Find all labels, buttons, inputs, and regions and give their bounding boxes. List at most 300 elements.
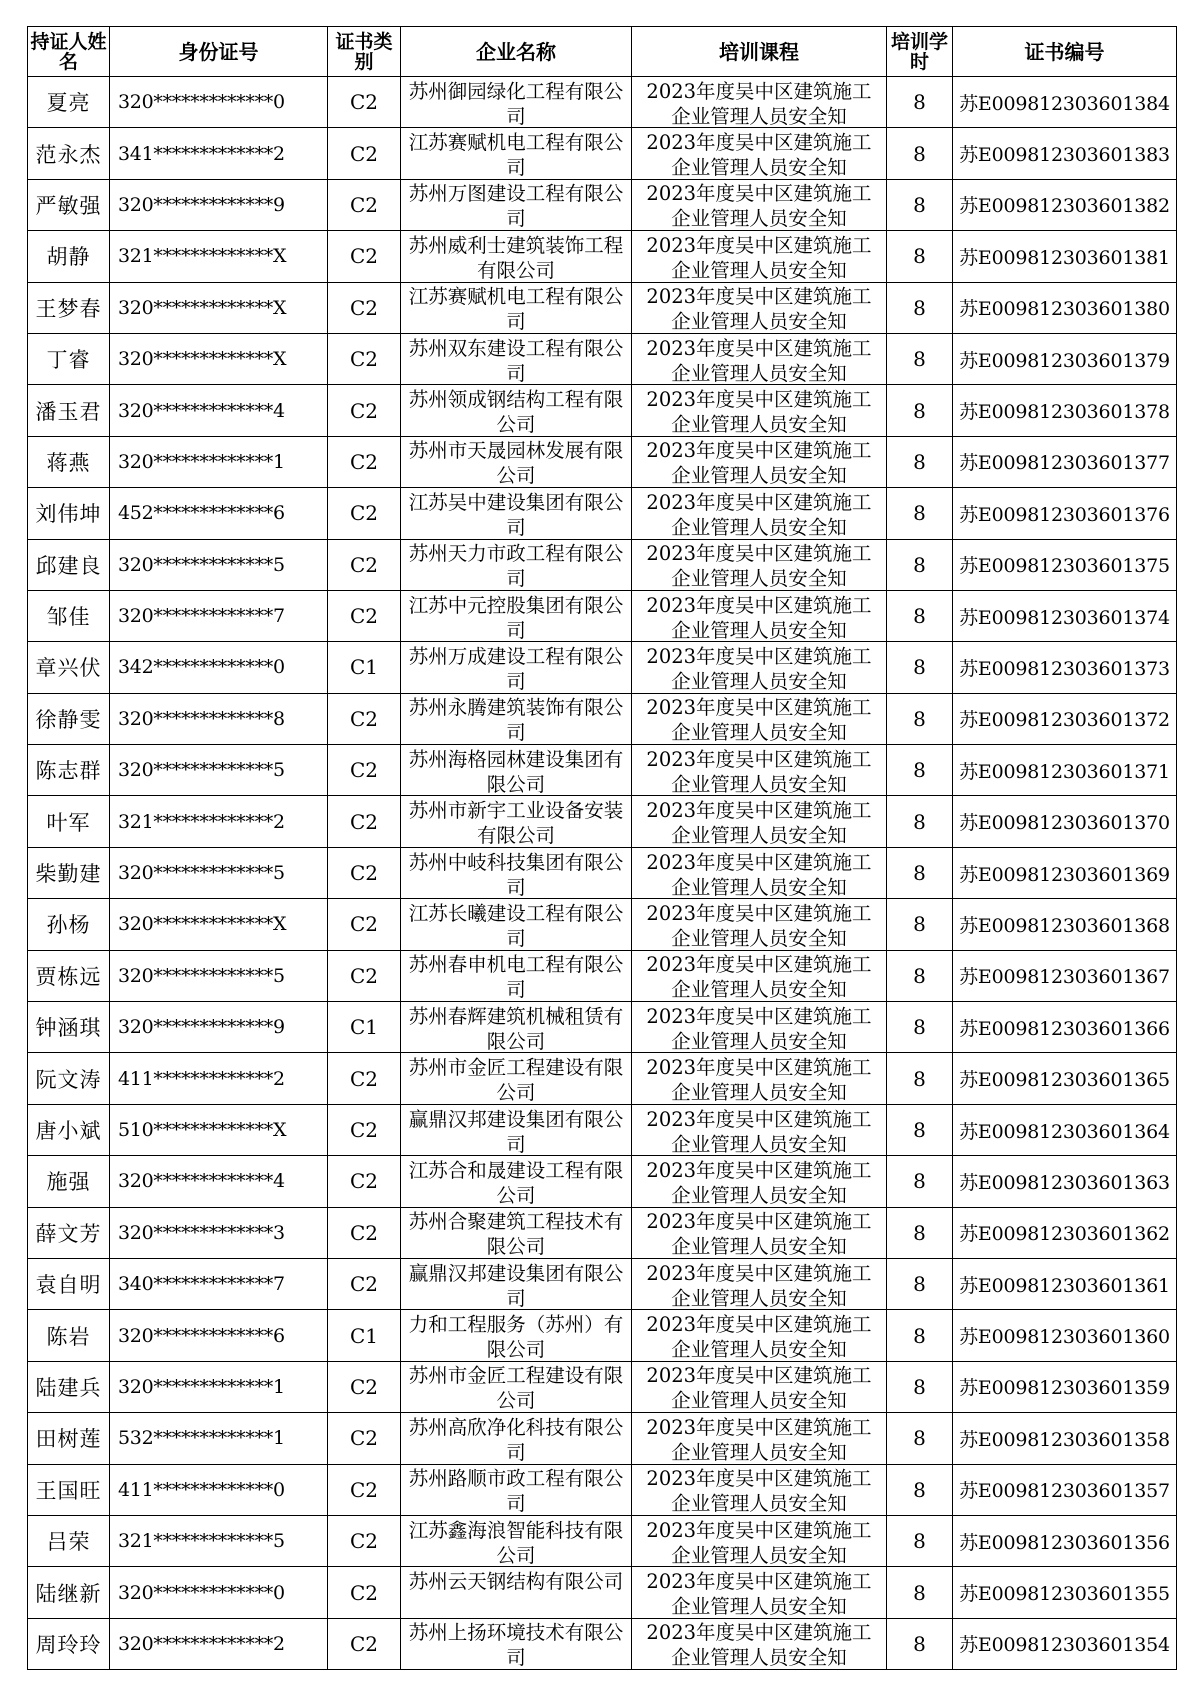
cell-company-text: 苏州市金匠工程建设有限公司 (408, 1364, 624, 1411)
cell-company-text: 赢鼎汉邦建设集团有限公司 (408, 1261, 624, 1308)
cell-course (632, 179, 887, 230)
cell-cert-no: 苏E009812303601364 (953, 1104, 1177, 1155)
cell-id-number: 321*************5 (110, 1515, 328, 1566)
cell-company-text: 苏州高欣净化科技有限公司 (408, 1415, 624, 1462)
cell-name: 严敏强 (28, 179, 110, 230)
cell-company-text: 江苏鑫海浪智能科技有限公司 (408, 1518, 624, 1565)
table-row (28, 179, 1177, 230)
cell-category: C2 (328, 539, 401, 590)
cell-company (401, 1464, 632, 1515)
cell-category: C2 (328, 590, 401, 641)
header-cert-no: 证书编号 (953, 27, 1177, 77)
table-row (28, 1413, 1177, 1464)
cell-course-text: 2023年度吴中区建筑施工企业管理人员安全知 (646, 901, 872, 948)
cell-course (632, 847, 887, 898)
table-row (28, 1618, 1177, 1669)
table-row (28, 899, 1177, 950)
cell-id-number: 320*************8 (110, 693, 328, 744)
cell-course (632, 950, 887, 1001)
table-row (28, 488, 1177, 539)
cell-course-text: 2023年度吴中区建筑施工企业管理人员安全知 (646, 593, 872, 640)
cell-company-text: 苏州天力市政工程有限公司 (408, 542, 624, 589)
cell-course (632, 1053, 887, 1104)
table-row (28, 1258, 1177, 1309)
cell-company (401, 128, 632, 179)
cell-course-text: 2023年度吴中区建筑施工企业管理人员安全知 (646, 1621, 872, 1668)
cell-name: 吕荣 (28, 1515, 110, 1566)
cell-category: C1 (328, 642, 401, 693)
cell-category: C2 (328, 796, 401, 847)
cell-course-text: 2023年度吴中区建筑施工企业管理人员安全知 (646, 233, 872, 280)
cell-course-text: 2023年度吴中区建筑施工企业管理人员安全知 (646, 1467, 872, 1514)
cell-hours: 8 (887, 1413, 953, 1464)
cell-category: C2 (328, 333, 401, 384)
cell-name: 丁睿 (28, 333, 110, 384)
cell-category: C2 (328, 950, 401, 1001)
cell-course (632, 1464, 887, 1515)
cell-course-text: 2023年度吴中区建筑施工企业管理人员安全知 (646, 850, 872, 897)
cell-course-text: 2023年度吴中区建筑施工企业管理人员安全知 (646, 1415, 872, 1462)
cell-course (632, 1567, 887, 1618)
cell-course (632, 1413, 887, 1464)
cell-company-text: 苏州威利士建筑装饰工程有限公司 (408, 233, 624, 280)
cell-company (401, 745, 632, 796)
cell-cert-no: 苏E009812303601371 (953, 745, 1177, 796)
cell-course-text: 2023年度吴中区建筑施工企业管理人员安全知 (646, 1313, 872, 1360)
cell-name: 范永杰 (28, 128, 110, 179)
cell-company-text: 苏州海格园林建设集团有限公司 (408, 747, 624, 794)
cell-company-text: 江苏合和晟建设工程有限公司 (408, 1158, 624, 1205)
cell-course (632, 128, 887, 179)
cell-category: C2 (328, 1618, 401, 1669)
cell-company (401, 179, 632, 230)
cell-company (401, 1207, 632, 1258)
cell-id-number: 320*************2 (110, 1618, 328, 1669)
cell-course (632, 899, 887, 950)
cell-course-text: 2023年度吴中区建筑施工企业管理人员安全知 (646, 388, 872, 435)
cell-hours: 8 (887, 1567, 953, 1618)
cell-cert-no: 苏E009812303601354 (953, 1618, 1177, 1669)
cell-name: 刘伟坤 (28, 488, 110, 539)
header-hours: 培训学时 (887, 27, 953, 77)
cell-company (401, 1567, 632, 1618)
cell-id-number: 320*************1 (110, 1361, 328, 1412)
cell-company-text: 苏州永腾建筑装饰有限公司 (408, 696, 624, 743)
cell-category: C2 (328, 1515, 401, 1566)
cell-category: C2 (328, 436, 401, 487)
cell-course (632, 642, 887, 693)
cell-name: 施强 (28, 1156, 110, 1207)
cell-cert-no: 苏E009812303601381 (953, 231, 1177, 282)
cell-company-text: 江苏赛赋机电工程有限公司 (408, 131, 624, 178)
cell-category: C2 (328, 693, 401, 744)
cell-course (632, 1104, 887, 1155)
cell-name: 胡静 (28, 231, 110, 282)
cell-course-text: 2023年度吴中区建筑施工企业管理人员安全知 (646, 799, 872, 846)
cell-id-number: 411*************0 (110, 1464, 328, 1515)
cell-course (632, 1515, 887, 1566)
table-header (28, 27, 1177, 77)
cell-cert-no: 苏E009812303601362 (953, 1207, 1177, 1258)
cell-name: 陈岩 (28, 1310, 110, 1361)
cell-name: 田树莲 (28, 1413, 110, 1464)
cell-company (401, 693, 632, 744)
cell-cert-no: 苏E009812303601376 (953, 488, 1177, 539)
table-row (28, 128, 1177, 179)
cell-course (632, 231, 887, 282)
cell-id-number: 340*************7 (110, 1258, 328, 1309)
cell-cert-no: 苏E009812303601360 (953, 1310, 1177, 1361)
cell-cert-no: 苏E009812303601380 (953, 282, 1177, 333)
cell-cert-no: 苏E009812303601369 (953, 847, 1177, 898)
cell-name: 唐小斌 (28, 1104, 110, 1155)
cell-hours: 8 (887, 642, 953, 693)
cell-company-text: 苏州春辉建筑机械租赁有限公司 (408, 1004, 624, 1051)
cell-company-text: 苏州领成钢结构工程有限公司 (408, 388, 624, 435)
table-row (28, 950, 1177, 1001)
cell-company (401, 1002, 632, 1053)
cell-course (632, 1156, 887, 1207)
cell-hours: 8 (887, 1207, 953, 1258)
cell-cert-no: 苏E009812303601358 (953, 1413, 1177, 1464)
cell-company (401, 1413, 632, 1464)
cell-hours: 8 (887, 1515, 953, 1566)
cell-cert-no: 苏E009812303601356 (953, 1515, 1177, 1566)
cell-hours: 8 (887, 282, 953, 333)
cell-id-number: 342*************0 (110, 642, 328, 693)
cell-company-text: 力和工程服务（苏州）有限公司 (408, 1313, 624, 1360)
cell-category: C2 (328, 231, 401, 282)
cell-id-number: 320*************5 (110, 950, 328, 1001)
cell-course-text: 2023年度吴中区建筑施工企业管理人员安全知 (646, 1364, 872, 1411)
cell-category: C2 (328, 1104, 401, 1155)
cell-company-text: 苏州市新宇工业设备安装有限公司 (408, 799, 624, 846)
cell-company (401, 488, 632, 539)
cell-company (401, 282, 632, 333)
cell-hours: 8 (887, 950, 953, 1001)
cell-name: 薛文芳 (28, 1207, 110, 1258)
cell-id-number: 320*************X (110, 282, 328, 333)
cell-cert-no: 苏E009812303601378 (953, 385, 1177, 436)
cell-hours: 8 (887, 1156, 953, 1207)
table-row (28, 642, 1177, 693)
cell-name: 陆建兵 (28, 1361, 110, 1412)
cell-course-text: 2023年度吴中区建筑施工企业管理人员安全知 (646, 1261, 872, 1308)
cell-name: 陈志群 (28, 745, 110, 796)
cell-name: 夏亮 (28, 77, 110, 128)
cell-company (401, 1515, 632, 1566)
cell-id-number: 341*************2 (110, 128, 328, 179)
table-row (28, 1464, 1177, 1515)
cell-category: C2 (328, 179, 401, 230)
cell-company (401, 590, 632, 641)
cell-company (401, 1053, 632, 1104)
cell-category: C2 (328, 1413, 401, 1464)
cell-company-text: 苏州万图建设工程有限公司 (408, 182, 624, 229)
cell-name: 邱建良 (28, 539, 110, 590)
table-row (28, 436, 1177, 487)
header-category: 证书类别 (328, 27, 401, 77)
cell-category: C2 (328, 1156, 401, 1207)
cell-category: C1 (328, 1002, 401, 1053)
cell-course-text: 2023年度吴中区建筑施工企业管理人员安全知 (646, 1570, 872, 1617)
cell-id-number: 320*************4 (110, 1156, 328, 1207)
table-row (28, 745, 1177, 796)
cell-category: C2 (328, 385, 401, 436)
table-row (28, 539, 1177, 590)
cell-course-text: 2023年度吴中区建筑施工企业管理人员安全知 (646, 182, 872, 229)
cell-id-number: 320*************5 (110, 745, 328, 796)
cell-hours: 8 (887, 1310, 953, 1361)
cell-id-number: 320*************3 (110, 1207, 328, 1258)
cell-category: C2 (328, 128, 401, 179)
cell-company (401, 847, 632, 898)
cell-hours: 8 (887, 488, 953, 539)
cell-company (401, 1618, 632, 1669)
cell-company-text: 江苏赛赋机电工程有限公司 (408, 285, 624, 332)
cell-course-text: 2023年度吴中区建筑施工企业管理人员安全知 (646, 131, 872, 178)
cell-company (401, 642, 632, 693)
cell-cert-no: 苏E009812303601361 (953, 1258, 1177, 1309)
cell-hours: 8 (887, 1053, 953, 1104)
cell-course-text: 2023年度吴中区建筑施工企业管理人员安全知 (646, 490, 872, 537)
cell-company-text: 江苏长曦建设工程有限公司 (408, 901, 624, 948)
table-row (28, 1002, 1177, 1053)
table-row (28, 1567, 1177, 1618)
table-row (28, 847, 1177, 898)
cell-hours: 8 (887, 539, 953, 590)
cell-company (401, 333, 632, 384)
cell-company (401, 436, 632, 487)
cell-name: 钟涵琪 (28, 1002, 110, 1053)
cell-company (401, 1310, 632, 1361)
cell-company (401, 539, 632, 590)
cell-category: C2 (328, 1053, 401, 1104)
cell-course-text: 2023年度吴中区建筑施工企业管理人员安全知 (646, 79, 872, 126)
cell-category: C2 (328, 282, 401, 333)
cell-cert-no: 苏E009812303601355 (953, 1567, 1177, 1618)
cell-company-text: 苏州双东建设工程有限公司 (408, 336, 624, 383)
cell-cert-no: 苏E009812303601379 (953, 333, 1177, 384)
table-row (28, 333, 1177, 384)
cell-id-number: 320*************5 (110, 539, 328, 590)
cell-cert-no: 苏E009812303601367 (953, 950, 1177, 1001)
cell-company-text: 苏州合聚建筑工程技术有限公司 (408, 1210, 624, 1257)
cell-name: 潘玉君 (28, 385, 110, 436)
cell-hours: 8 (887, 1361, 953, 1412)
table-body (28, 77, 1177, 1670)
cell-company (401, 1104, 632, 1155)
cell-category: C2 (328, 1258, 401, 1309)
cell-hours: 8 (887, 231, 953, 282)
cell-id-number: 321*************X (110, 231, 328, 282)
cell-hours: 8 (887, 333, 953, 384)
cell-id-number: 320*************X (110, 333, 328, 384)
certificate-table (27, 26, 1177, 1670)
cell-hours: 8 (887, 899, 953, 950)
cell-course (632, 796, 887, 847)
table-row (28, 282, 1177, 333)
cell-course-text: 2023年度吴中区建筑施工企业管理人员安全知 (646, 1518, 872, 1565)
table-row (28, 77, 1177, 128)
cell-id-number: 320*************6 (110, 1310, 328, 1361)
cell-company-text: 苏州路顺市政工程有限公司 (408, 1467, 624, 1514)
cell-name: 王梦春 (28, 282, 110, 333)
cell-category: C2 (328, 847, 401, 898)
cell-course-text: 2023年度吴中区建筑施工企业管理人员安全知 (646, 285, 872, 332)
cell-category: C2 (328, 899, 401, 950)
table-row (28, 1361, 1177, 1412)
cell-category: C2 (328, 488, 401, 539)
header-course: 培训课程 (632, 27, 887, 77)
cell-name: 阮文涛 (28, 1053, 110, 1104)
cell-course-text: 2023年度吴中区建筑施工企业管理人员安全知 (646, 696, 872, 743)
cell-course-text: 2023年度吴中区建筑施工企业管理人员安全知 (646, 1158, 872, 1205)
cell-name: 王国旺 (28, 1464, 110, 1515)
cell-company (401, 950, 632, 1001)
table-row (28, 1053, 1177, 1104)
table-row (28, 1104, 1177, 1155)
cell-cert-no: 苏E009812303601383 (953, 128, 1177, 179)
cell-company-text: 苏州市金匠工程建设有限公司 (408, 1056, 624, 1103)
cell-course (632, 77, 887, 128)
cell-company-text: 江苏吴中建设集团有限公司 (408, 490, 624, 537)
cell-company (401, 1258, 632, 1309)
cell-name: 贾栋远 (28, 950, 110, 1001)
cell-id-number: 452*************6 (110, 488, 328, 539)
cell-course (632, 282, 887, 333)
cell-id-number: 510*************X (110, 1104, 328, 1155)
cell-name: 孙杨 (28, 899, 110, 950)
cell-cert-no: 苏E009812303601368 (953, 899, 1177, 950)
cell-course-text: 2023年度吴中区建筑施工企业管理人员安全知 (646, 1004, 872, 1051)
cell-id-number: 320*************9 (110, 179, 328, 230)
cell-course (632, 436, 887, 487)
cell-course-text: 2023年度吴中区建筑施工企业管理人员安全知 (646, 644, 872, 691)
cell-name: 周玲玲 (28, 1618, 110, 1669)
table-row (28, 1515, 1177, 1566)
cell-id-number: 320*************7 (110, 590, 328, 641)
cell-category: C1 (328, 1310, 401, 1361)
cell-id-number: 320*************0 (110, 1567, 328, 1618)
table-row (28, 693, 1177, 744)
cell-cert-no: 苏E009812303601357 (953, 1464, 1177, 1515)
cell-cert-no: 苏E009812303601384 (953, 77, 1177, 128)
cell-course-text: 2023年度吴中区建筑施工企业管理人员安全知 (646, 439, 872, 486)
cell-company-text: 苏州万成建设工程有限公司 (408, 644, 624, 691)
cell-course (632, 590, 887, 641)
cell-hours: 8 (887, 436, 953, 487)
cell-course-text: 2023年度吴中区建筑施工企业管理人员安全知 (646, 747, 872, 794)
cell-name: 叶军 (28, 796, 110, 847)
cell-hours: 8 (887, 693, 953, 744)
cell-hours: 8 (887, 745, 953, 796)
cell-company-text: 苏州春申机电工程有限公司 (408, 953, 624, 1000)
cell-id-number: 320*************9 (110, 1002, 328, 1053)
cell-course (632, 745, 887, 796)
cell-hours: 8 (887, 1464, 953, 1515)
cell-id-number: 321*************2 (110, 796, 328, 847)
cell-company-text: 苏州御园绿化工程有限公司 (408, 79, 624, 126)
cell-hours: 8 (887, 179, 953, 230)
cell-company (401, 1156, 632, 1207)
table-row (28, 1310, 1177, 1361)
cell-cert-no: 苏E009812303601377 (953, 436, 1177, 487)
cell-id-number: 320*************5 (110, 847, 328, 898)
cell-cert-no: 苏E009812303601372 (953, 693, 1177, 744)
cell-id-number: 411*************2 (110, 1053, 328, 1104)
table-row (28, 231, 1177, 282)
cell-cert-no: 苏E009812303601374 (953, 590, 1177, 641)
cell-cert-no: 苏E009812303601373 (953, 642, 1177, 693)
cell-id-number: 320*************1 (110, 436, 328, 487)
cell-company (401, 385, 632, 436)
cell-course-text: 2023年度吴中区建筑施工企业管理人员安全知 (646, 953, 872, 1000)
cell-course (632, 488, 887, 539)
cell-name: 袁自明 (28, 1258, 110, 1309)
cell-company-text: 江苏中元控股集团有限公司 (408, 593, 624, 640)
cell-hours: 8 (887, 847, 953, 898)
cell-category: C2 (328, 1361, 401, 1412)
cell-category: C2 (328, 1567, 401, 1618)
cell-course (632, 693, 887, 744)
cell-id-number: 320*************X (110, 899, 328, 950)
cell-cert-no: 苏E009812303601375 (953, 539, 1177, 590)
cell-hours: 8 (887, 128, 953, 179)
header-row (28, 27, 1177, 77)
cell-company (401, 77, 632, 128)
cell-id-number: 532*************1 (110, 1413, 328, 1464)
header-name: 持证人姓名 (28, 27, 110, 77)
cell-course (632, 1618, 887, 1669)
cell-cert-no: 苏E009812303601382 (953, 179, 1177, 230)
cell-company (401, 899, 632, 950)
cell-name: 陆继新 (28, 1567, 110, 1618)
cell-hours: 8 (887, 1618, 953, 1669)
table-row (28, 590, 1177, 641)
cell-name: 柴勤建 (28, 847, 110, 898)
cell-hours: 8 (887, 796, 953, 847)
cell-company-text: 赢鼎汉邦建设集团有限公司 (408, 1107, 624, 1154)
table-row (28, 1156, 1177, 1207)
cell-course-text: 2023年度吴中区建筑施工企业管理人员安全知 (646, 1210, 872, 1257)
cell-hours: 8 (887, 590, 953, 641)
cell-course (632, 1310, 887, 1361)
cell-course (632, 1361, 887, 1412)
cell-cert-no: 苏E009812303601359 (953, 1361, 1177, 1412)
cell-company (401, 231, 632, 282)
table-row (28, 385, 1177, 436)
table-row (28, 1207, 1177, 1258)
cell-hours: 8 (887, 385, 953, 436)
cell-course (632, 539, 887, 590)
cell-company (401, 796, 632, 847)
cell-course-text: 2023年度吴中区建筑施工企业管理人员安全知 (646, 1107, 872, 1154)
cell-course (632, 1207, 887, 1258)
cell-cert-no: 苏E009812303601365 (953, 1053, 1177, 1104)
cell-hours: 8 (887, 1002, 953, 1053)
cell-course-text: 2023年度吴中区建筑施工企业管理人员安全知 (646, 542, 872, 589)
cell-company-text: 苏州市天晟园林发展有限公司 (408, 439, 624, 486)
cell-hours: 8 (887, 1104, 953, 1155)
cell-course (632, 333, 887, 384)
cell-name: 章兴伏 (28, 642, 110, 693)
cell-name: 邹佳 (28, 590, 110, 641)
cell-hours: 8 (887, 1258, 953, 1309)
cell-id-number: 320*************0 (110, 77, 328, 128)
table-row (28, 796, 1177, 847)
cell-company-text: 苏州云天钢结构有限公司 (408, 1570, 624, 1594)
